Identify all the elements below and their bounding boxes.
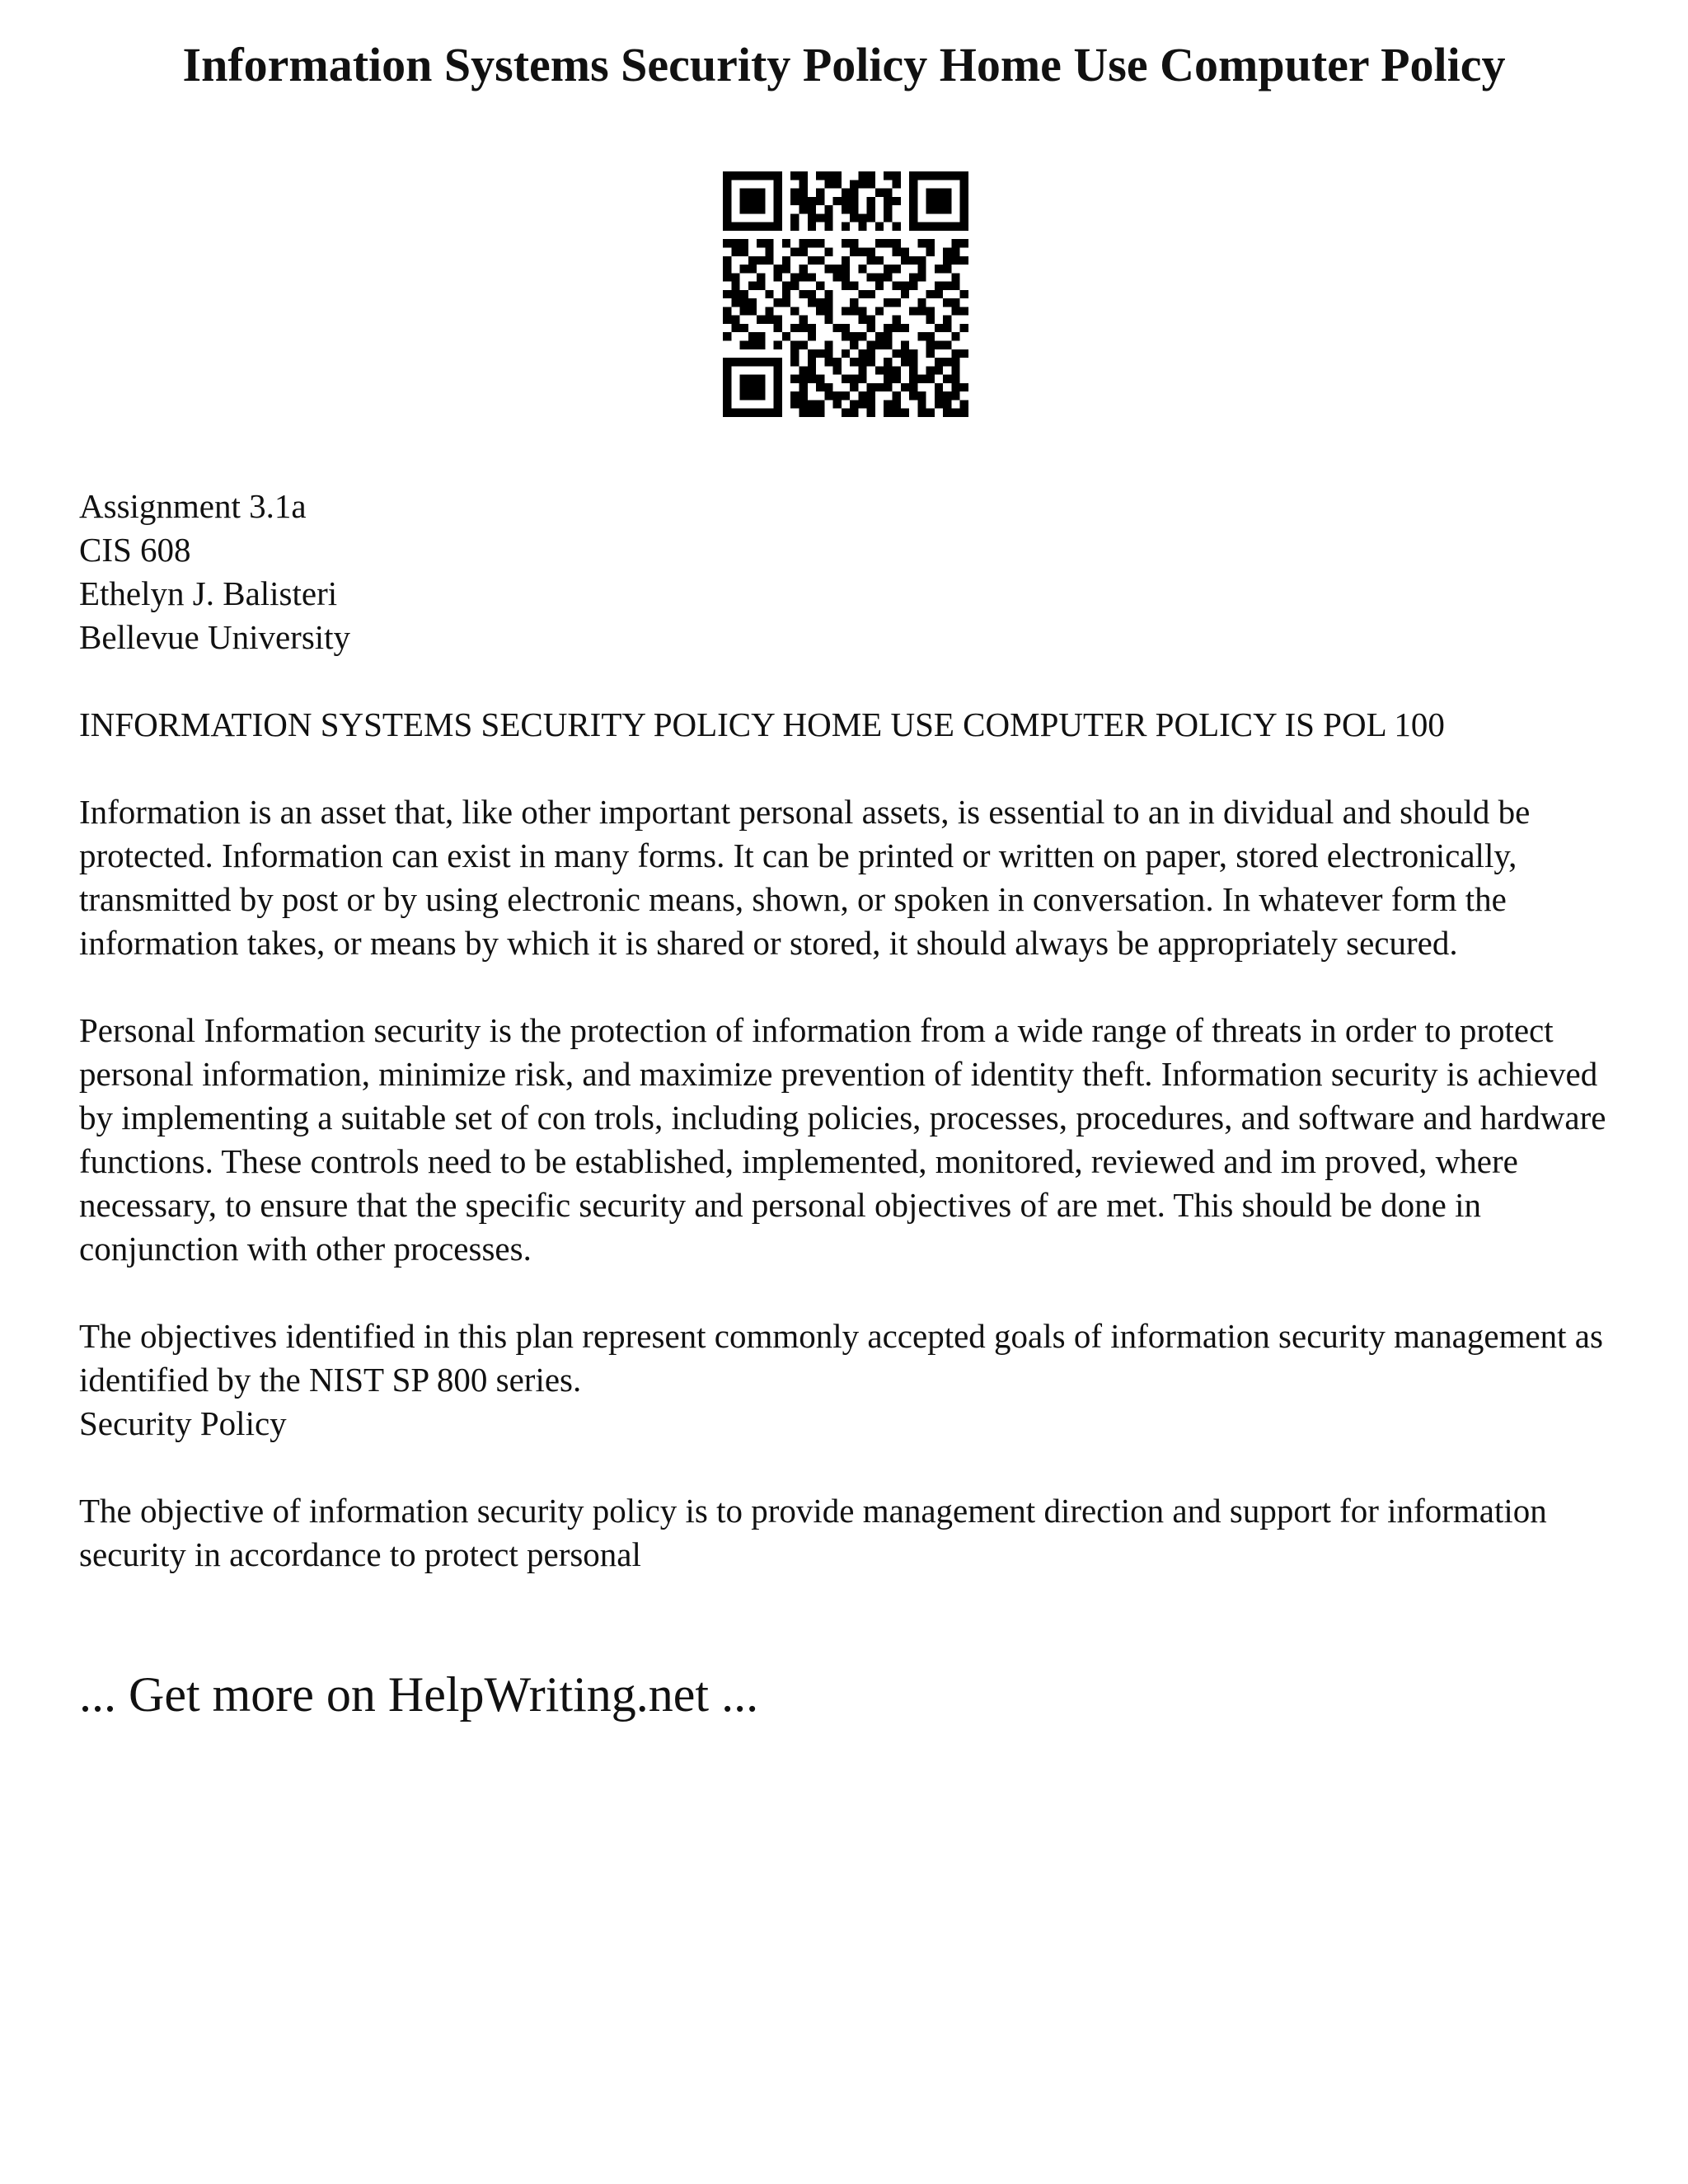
qr-code-icon: [723, 171, 968, 417]
assignment-meta: [79, 485, 1629, 659]
paragraph: Information is an asset that, like other important personal assets, is essential to an in dividual and should be protected. Information can exist in many forms. It can be printed or written on paper, stored electronically, transmitted by post or by using electronic means, shown, or spoken in conversation. In whatever form the information takes, or means by which it is shared or stored, it should always be appropriately secured.: [79, 793, 1531, 962]
paragraph: Personal Information security is the protection of information from a wide range of threats in order to protect personal information, minimize risk, and maximize prevention of identity theft. Information security is achieved by implementing a suitable set of con trols, including policies, processes, procedures, and software and hardware functions. These controls need to be established, implemented, monitored, reviewed and im proved, where necessary, to ensure that the specific security and personal objectives of are met. This should be done in conjunction with other processes.: [79, 1011, 1606, 1268]
author-name: Ethelyn J. Balisteri: [79, 574, 338, 612]
policy-heading: INFORMATION SYSTEMS SECURITY POLICY HOME USE COMPUTER POLICY IS POL 100: [79, 705, 1445, 743]
document-body: [79, 485, 1629, 1577]
get-more-link[interactable]: ... Get more on HelpWriting.net ...: [79, 1667, 759, 1722]
assignment-number: Assignment 3.1a: [79, 487, 307, 525]
institution-name: Bellevue University: [79, 618, 351, 656]
paragraph: The objectives identified in this plan represent commonly accepted goals of information security management as identified by the NIST SP 800 series.: [79, 1317, 1603, 1399]
section-label: Security Policy: [79, 1404, 287, 1442]
paragraph: The objective of information security policy is to provide management direction and support for information security in accordance to protect personal: [79, 1492, 1547, 1573]
document-title: Information Systems Security Policy Home Use Computer Policy: [182, 38, 1506, 91]
course-code: CIS 608: [79, 531, 191, 569]
